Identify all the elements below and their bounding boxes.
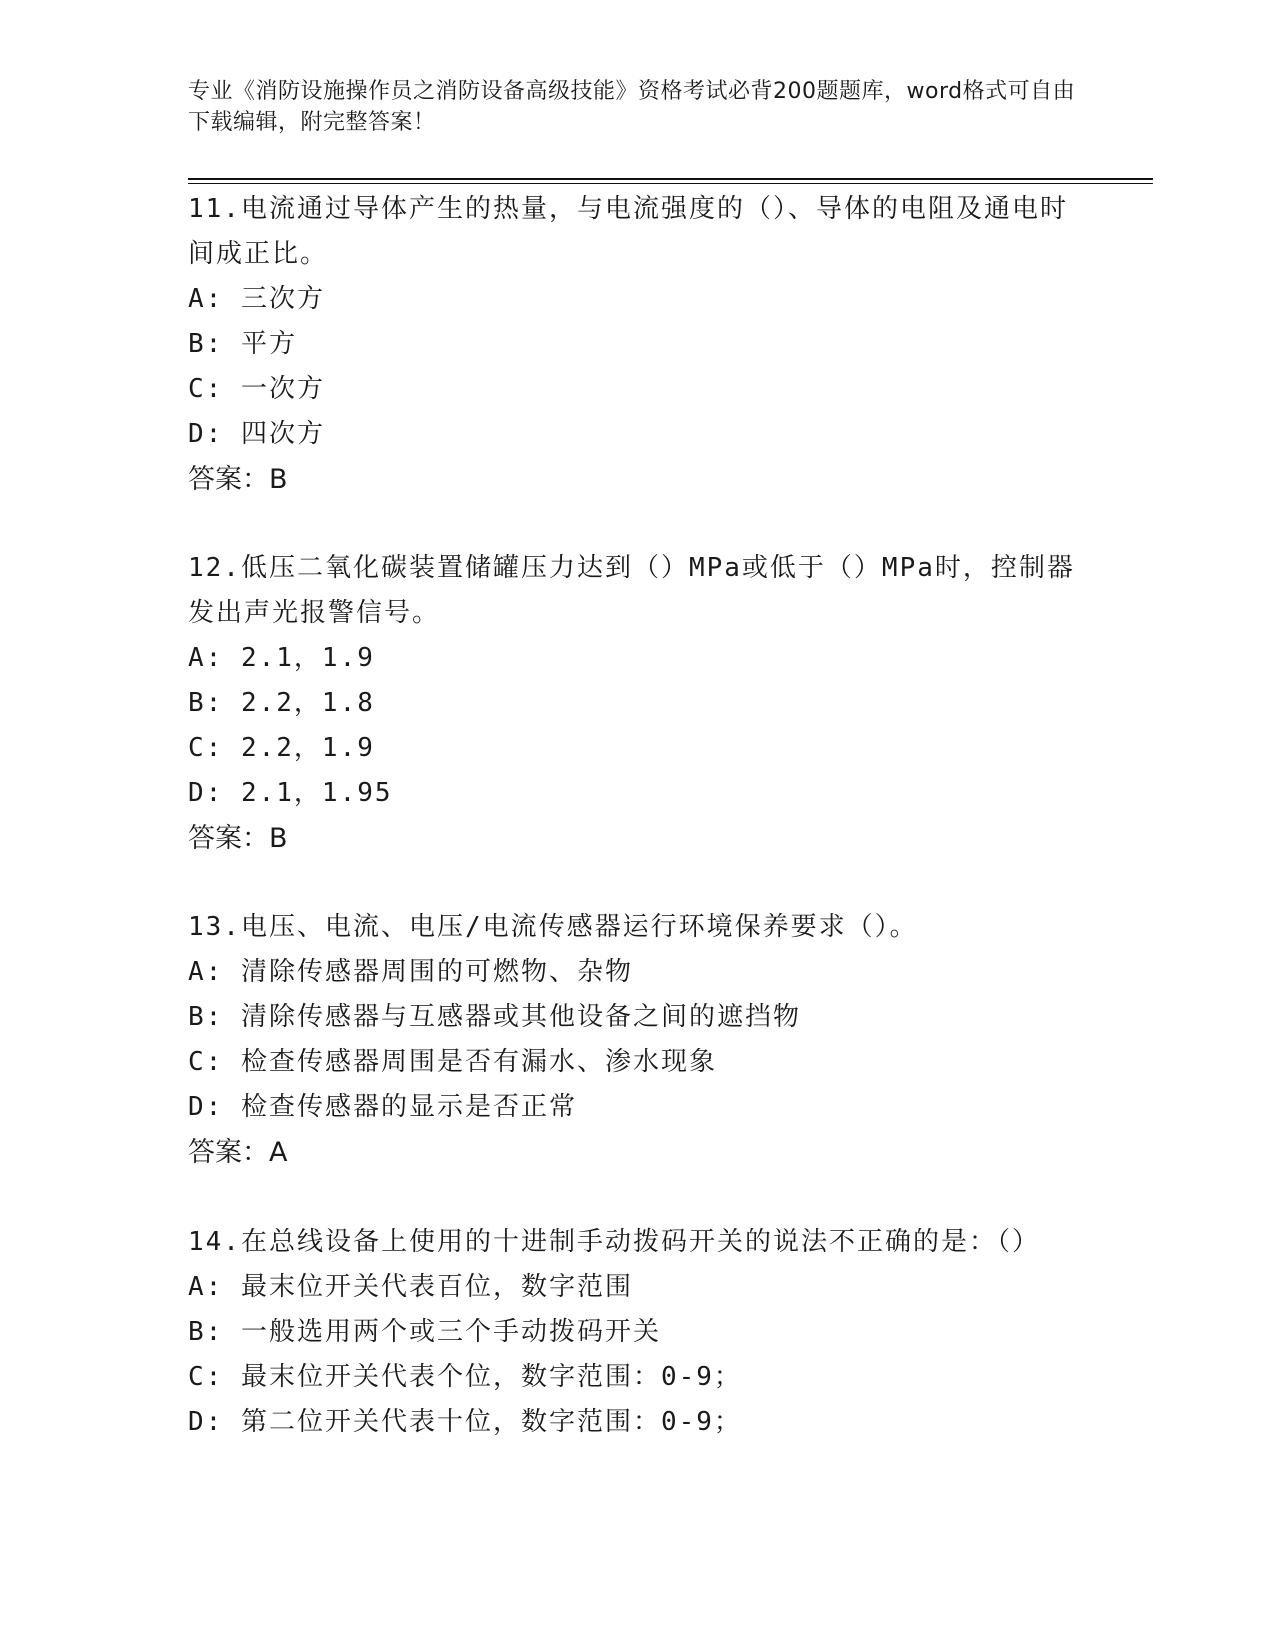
option-a: A: 最末位开关代表百位，数字范围 bbox=[188, 1272, 633, 1302]
header-divider-thick bbox=[188, 178, 1153, 180]
option-a: A: 三次方 bbox=[188, 284, 325, 314]
question-11 bbox=[188, 187, 1088, 502]
answer: 答案：B bbox=[188, 823, 288, 854]
option-c: C: 最末位开关代表个位，数字范围：0-9； bbox=[188, 1362, 742, 1392]
option-d: D: 检查传感器的显示是否正常 bbox=[188, 1092, 577, 1122]
answer: 答案：A bbox=[188, 1137, 288, 1168]
option-a: A: 清除传感器周围的可燃物、杂物 bbox=[188, 957, 633, 987]
document-intro: 专业《消防设施操作员之消防设备高级技能》资格考试必背200题题库，word格式可自由下载编辑，附完整答案！ bbox=[188, 79, 1076, 135]
question-stem: 13.电压、电流、电压/电流传感器运行环境保养要求（）。 bbox=[188, 912, 918, 942]
option-d: D: 四次方 bbox=[188, 419, 325, 449]
question-12 bbox=[188, 546, 1088, 861]
option-b: B: 平方 bbox=[188, 329, 297, 359]
option-c: C: 一次方 bbox=[188, 374, 325, 404]
option-b: B: 2.2，1.8 bbox=[188, 688, 375, 718]
option-b: B: 一般选用两个或三个手动拨码开关 bbox=[188, 1317, 661, 1347]
question-stem: 12.低压二氧化碳装置储罐压力达到（）MPa或低于（）MPa时，控制器发出声光报警信号。 bbox=[188, 553, 1075, 628]
question-stem: 14.在总线设备上使用的十进制手动拨码开关的说法不正确的是：（） bbox=[188, 1227, 1040, 1257]
option-d: D: 第二位开关代表十位，数字范围：0-9； bbox=[188, 1407, 742, 1437]
option-a: A: 2.1，1.9 bbox=[188, 643, 375, 673]
option-b: B: 清除传感器与互感器或其他设备之间的遮挡物 bbox=[188, 1002, 801, 1032]
option-d: D: 2.1，1.95 bbox=[188, 778, 393, 808]
option-c: C: 检查传感器周围是否有漏水、渗水现象 bbox=[188, 1047, 717, 1077]
answer: 答案：B bbox=[188, 464, 288, 495]
question-14 bbox=[188, 1220, 1088, 1445]
option-c: C: 2.2，1.9 bbox=[188, 733, 375, 763]
question-stem: 11.电流通过导体产生的热量，与电流强度的（）、导体的电阻及通电时间成正比。 bbox=[188, 194, 1068, 269]
header-divider-thin bbox=[188, 183, 1153, 184]
question-13 bbox=[188, 905, 1088, 1175]
